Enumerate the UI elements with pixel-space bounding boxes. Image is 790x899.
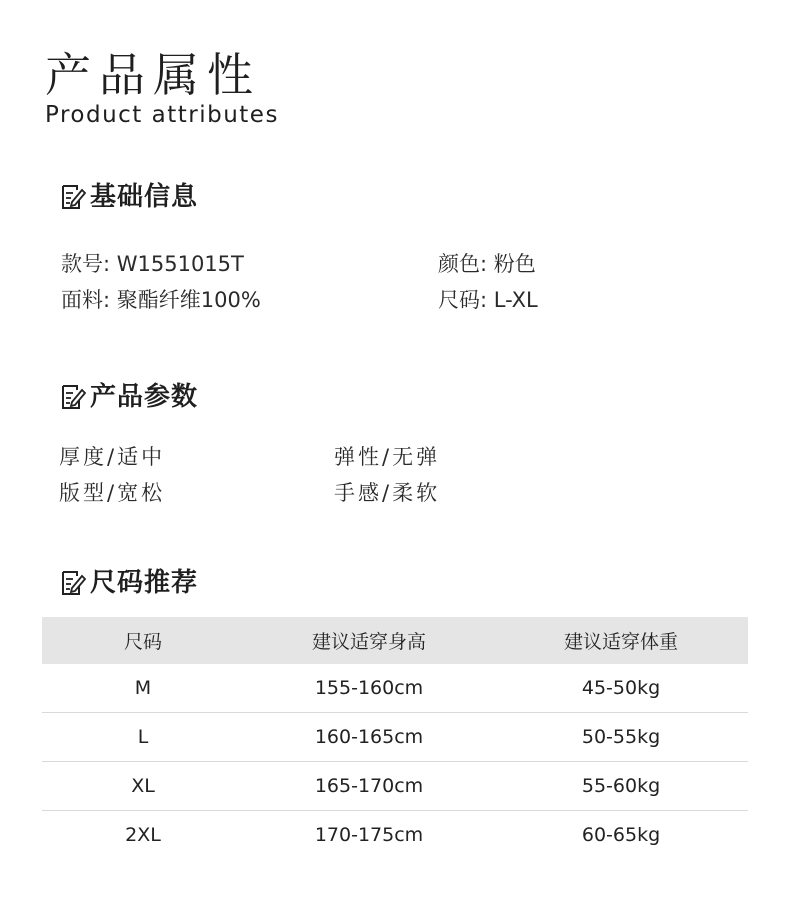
size-cell: 2XL bbox=[125, 824, 161, 846]
feel-param: 手感/柔软 bbox=[334, 481, 441, 505]
section-heading-basic bbox=[60, 181, 198, 213]
table-header bbox=[42, 617, 748, 664]
size-range: 尺码: L-XL bbox=[438, 288, 538, 312]
height-cell: 160-165cm bbox=[314, 726, 424, 748]
table-row bbox=[42, 762, 748, 811]
fabric-value: 面料: 聚酯纤维100% bbox=[61, 288, 261, 312]
section-title: 产品参数 bbox=[90, 382, 199, 412]
weight-cell: 45-50kg bbox=[581, 677, 661, 699]
page-subtitle: Product attributes bbox=[45, 102, 279, 128]
section-heading-size bbox=[60, 567, 198, 599]
size-table bbox=[42, 617, 748, 859]
section-title: 尺码推荐 bbox=[90, 568, 199, 598]
fit-param: 版型/宽松 bbox=[59, 481, 166, 505]
section-title: 基础信息 bbox=[90, 182, 199, 212]
column-header: 尺码 bbox=[123, 631, 162, 653]
column-header: 建议适穿身高 bbox=[311, 631, 426, 653]
size-cell: XL bbox=[131, 775, 155, 797]
style-number: 款号: W1551015T bbox=[61, 252, 244, 276]
elasticity-param: 弹性/无弹 bbox=[334, 445, 441, 469]
table-row bbox=[42, 713, 748, 762]
thickness-param: 厚度/适中 bbox=[59, 445, 166, 469]
edit-document-icon bbox=[60, 570, 86, 596]
height-cell: 155-160cm bbox=[314, 677, 424, 699]
size-cell: M bbox=[134, 677, 152, 699]
edit-document-icon bbox=[60, 384, 86, 410]
table-row bbox=[42, 664, 748, 713]
color-value: 颜色: 粉色 bbox=[438, 252, 536, 276]
edit-document-icon bbox=[60, 184, 86, 210]
weight-cell: 55-60kg bbox=[581, 775, 661, 797]
column-header: 建议适穿体重 bbox=[563, 631, 678, 653]
height-cell: 170-175cm bbox=[314, 824, 424, 846]
table-row bbox=[42, 811, 748, 859]
size-cell: L bbox=[137, 726, 149, 748]
section-heading-params bbox=[60, 381, 198, 413]
weight-cell: 60-65kg bbox=[581, 824, 661, 846]
weight-cell: 50-55kg bbox=[581, 726, 661, 748]
page-title: 产品属性 bbox=[45, 48, 261, 102]
height-cell: 165-170cm bbox=[314, 775, 424, 797]
